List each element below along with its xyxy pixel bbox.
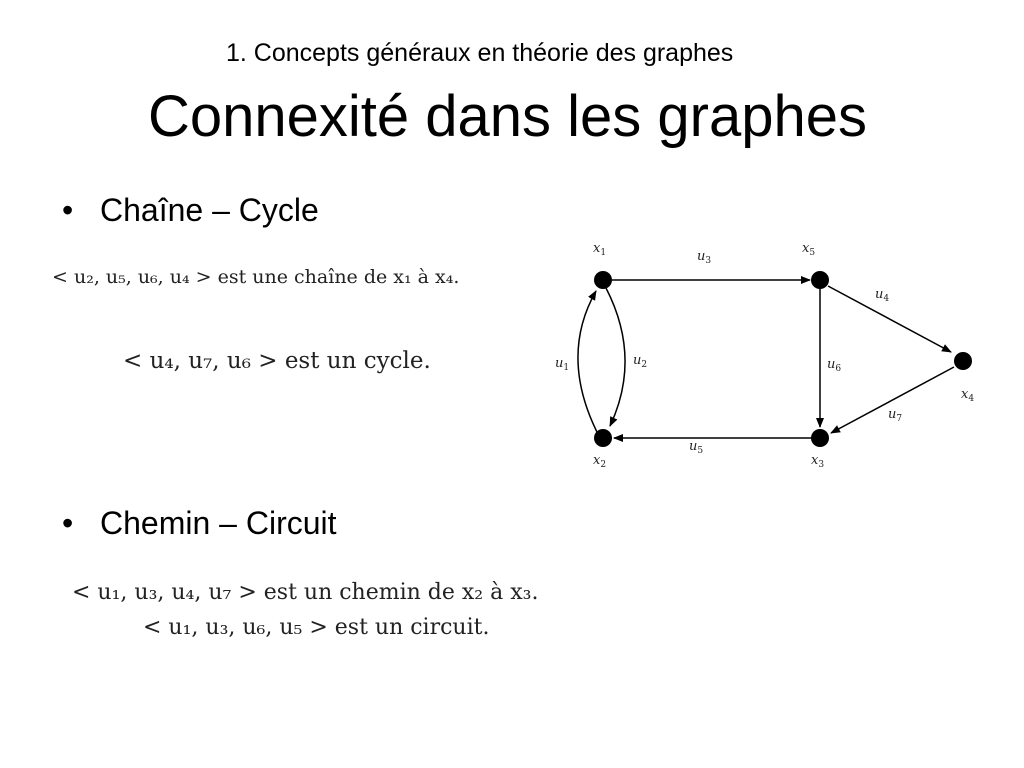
vertex-label-x4: $x_4$ (961, 387, 975, 404)
edge-u2 (606, 288, 625, 426)
bullet-icon: • (62, 505, 74, 541)
edge-label-u4: $u_4$ (875, 287, 890, 304)
edge-u7 (831, 367, 954, 433)
chain-example: < u₂, u₅, u₆, u₄ > est une chaîne de x₁ à x₄. (52, 266, 460, 288)
edge-label-u7: $u_7$ (888, 407, 903, 424)
vertex-x4 (954, 352, 972, 370)
vertex-x2 (594, 429, 612, 447)
bullet-chemin-circuit (62, 503, 337, 543)
edge-label-u5: $u_5$ (689, 439, 704, 456)
circuit-example: < u₁, u₃, u₆, u₅ > est un circuit. (143, 615, 490, 640)
section-subtitle: 1. Concepts généraux en théorie des graphes (226, 39, 734, 67)
bullet-heading: Chemin – Circuit (100, 505, 337, 541)
edge-label-u6: $u_6$ (827, 357, 842, 374)
edge-label-u3: $u_3$ (697, 249, 712, 266)
edge-label-u1: $u_1$ (555, 356, 570, 373)
vertex-label-x2: $x_2$ (593, 453, 607, 470)
bullet-heading: Chaîne – Cycle (100, 192, 319, 228)
bullet-icon: • (62, 192, 74, 228)
bullet-chaine-cycle (62, 190, 319, 230)
edge-label-u2: $u_2$ (633, 353, 648, 370)
page-title: Connexité dans les graphes (148, 84, 868, 149)
vertex-label-x3: $x_3$ (811, 453, 825, 470)
path-example: < u₁, u₃, u₄, u₇ > est un chemin de x₂ à x₃. (72, 580, 539, 605)
vertex-label-x1: $x_1$ (593, 241, 607, 258)
edge-u1 (578, 291, 600, 438)
graph-diagram (540, 228, 1000, 478)
cycle-example: < u₄, u₇, u₆ > est un cycle. (123, 348, 431, 374)
vertex-x5 (811, 271, 829, 289)
edge-u4 (828, 286, 951, 352)
vertex-x3 (811, 429, 829, 447)
vertex-x1 (594, 271, 612, 289)
vertex-label-x5: $x_5$ (802, 241, 816, 258)
